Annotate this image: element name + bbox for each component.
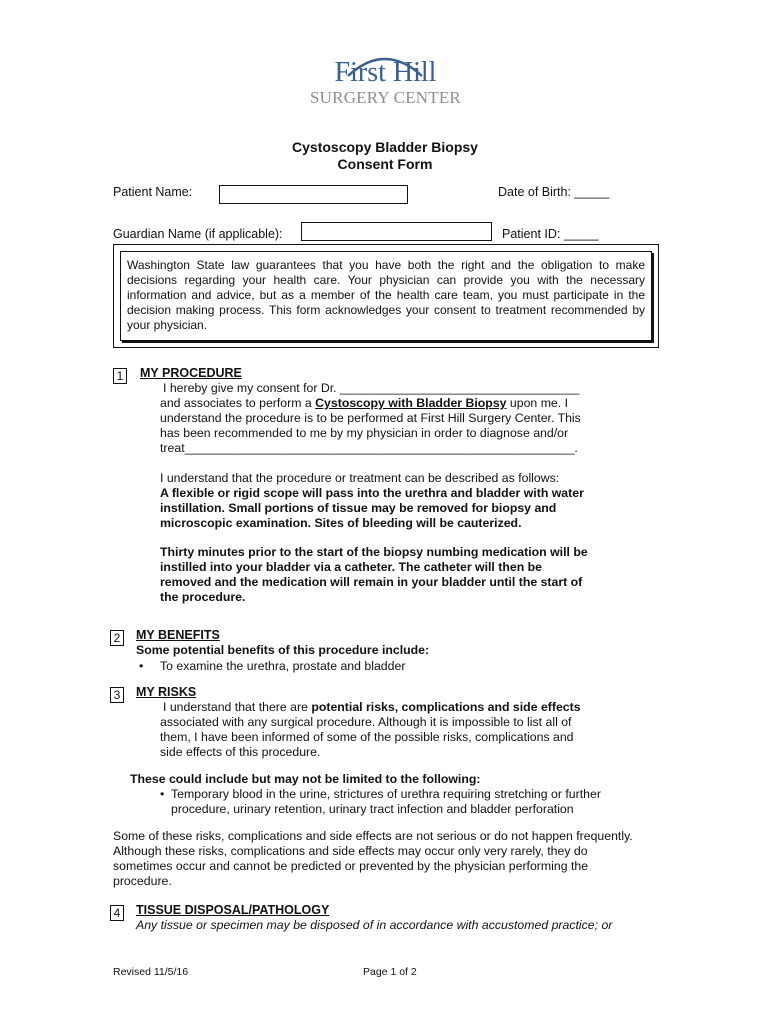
- section-number-1: 1: [113, 368, 127, 384]
- procedure-associates-line: and associates to perform a Cystoscopy with Bladder Biopsy upon me. I: [160, 396, 569, 410]
- legal-notice-box: [113, 244, 659, 348]
- section-number-3: 3: [110, 687, 124, 703]
- patient-id-label: Patient ID: _____: [502, 227, 599, 241]
- revised-date: Revised 11/5/16: [113, 966, 189, 978]
- procedure-name: Cystoscopy with Bladder Biopsy: [315, 396, 507, 410]
- procedure-line-5: treat_________________________________________________________.: [160, 441, 578, 455]
- form-subtitle: Consent Form: [337, 156, 433, 172]
- benefits-subtitle: Some potential benefits of this procedure include:: [136, 643, 430, 657]
- procedure-line-4: has been recommended to me by my physician in order to diagnose and/or: [160, 426, 569, 440]
- risk-item-line-1: Temporary blood in the urine, strictures of urethra requiring stretching or further: [171, 787, 601, 801]
- numbing-line-1: Thirty minutes prior to the start of the biopsy numbing medication will be: [160, 545, 588, 559]
- section-title-tissue-disposal: TISSUE DISPOSAL/PATHOLOGY: [136, 903, 330, 917]
- benefit-bullet-icon: •: [139, 659, 144, 673]
- logo-sub-text: SURGERY CENTER: [310, 88, 461, 107]
- section-number-4: 4: [110, 905, 124, 921]
- guardian-label: Guardian Name (if applicable):: [113, 227, 283, 241]
- page-number: Page 1 of 2: [363, 966, 417, 978]
- tissue-disposal-line-1: Any tissue or specimen may be disposed of in accordance with accustomed practice; or: [136, 918, 613, 932]
- risks-include-heading: These could include but may not be limited to the following:: [130, 772, 481, 786]
- numbing-line-3: removed and the medication will remain in your bladder until the start of: [160, 575, 583, 589]
- section-number-2: 2: [110, 630, 124, 646]
- risks-line-4: side effects of this procedure.: [160, 745, 321, 759]
- dob-label: Date of Birth: _____: [498, 185, 610, 199]
- section-title-procedure: MY PROCEDURE: [140, 366, 242, 380]
- risks-line-1: I understand that there are potential risks, complications and side effects: [163, 700, 581, 714]
- risks-line-2: associated with any surgical procedure. Although it is impossible to list all of: [160, 715, 572, 729]
- section-title-risks: MY RISKS: [136, 685, 197, 699]
- benefit-item-1: To examine the urethra, prostate and bladder: [160, 659, 406, 673]
- risks-line-3: them, I have been informed of some of the possible risks, complications and: [160, 730, 574, 744]
- consent-doctor-line: I hereby give my consent for Dr. ___________________________________: [163, 381, 580, 395]
- frequency-line-1: Some of these risks, complications and side effects are not serious or do not happen frequently.: [113, 829, 633, 843]
- describe-intro: I understand that the procedure or treatment can be described as follows:: [160, 471, 560, 485]
- patient-name-input[interactable]: [219, 185, 408, 204]
- section-title-benefits: MY BENEFITS: [136, 628, 220, 642]
- legal-notice-text: Washington State law guarantees that you have both the right and the obligation to make decisions regarding your health care. Your physician can provide you with the necessary information and advice, but as a member of the health care team, you must participate in the decision making process. This form acknowledges your consent to treatment recommended by your physician.: [120, 251, 652, 341]
- frequency-line-3: sometimes occur and cannot be predicted or prevented by the physician performing the: [113, 859, 589, 873]
- numbing-line-4: the procedure.: [160, 590, 246, 604]
- frequency-line-4: procedure.: [113, 874, 172, 888]
- numbing-line-2: instilled into your bladder via a catheter. The catheter will then be: [160, 560, 542, 574]
- frequency-line-2: Although these risks, complications and side effects may occur only very rarely, they do: [113, 844, 588, 858]
- logo-main-text: First Hill: [334, 57, 437, 88]
- patient-name-label: Patient Name:: [113, 185, 193, 199]
- procedure-line-3: understand the procedure is to be performed at First Hill Surgery Center. This: [160, 411, 581, 425]
- form-title: Cystoscopy Bladder Biopsy: [292, 139, 478, 155]
- risk-bullet-icon: •: [160, 787, 165, 801]
- describe-line-1: A flexible or rigid scope will pass into the urethra and bladder with water: [160, 486, 584, 500]
- describe-line-2: instillation. Small portions of tissue may be removed for biopsy and: [160, 501, 557, 515]
- describe-line-3: microscopic examination. Sites of bleeding will be cauterized.: [160, 516, 522, 530]
- risk-item-line-2: procedure, urinary retention, urinary tract infection and bladder perforation: [171, 802, 574, 816]
- guardian-input[interactable]: [301, 222, 492, 241]
